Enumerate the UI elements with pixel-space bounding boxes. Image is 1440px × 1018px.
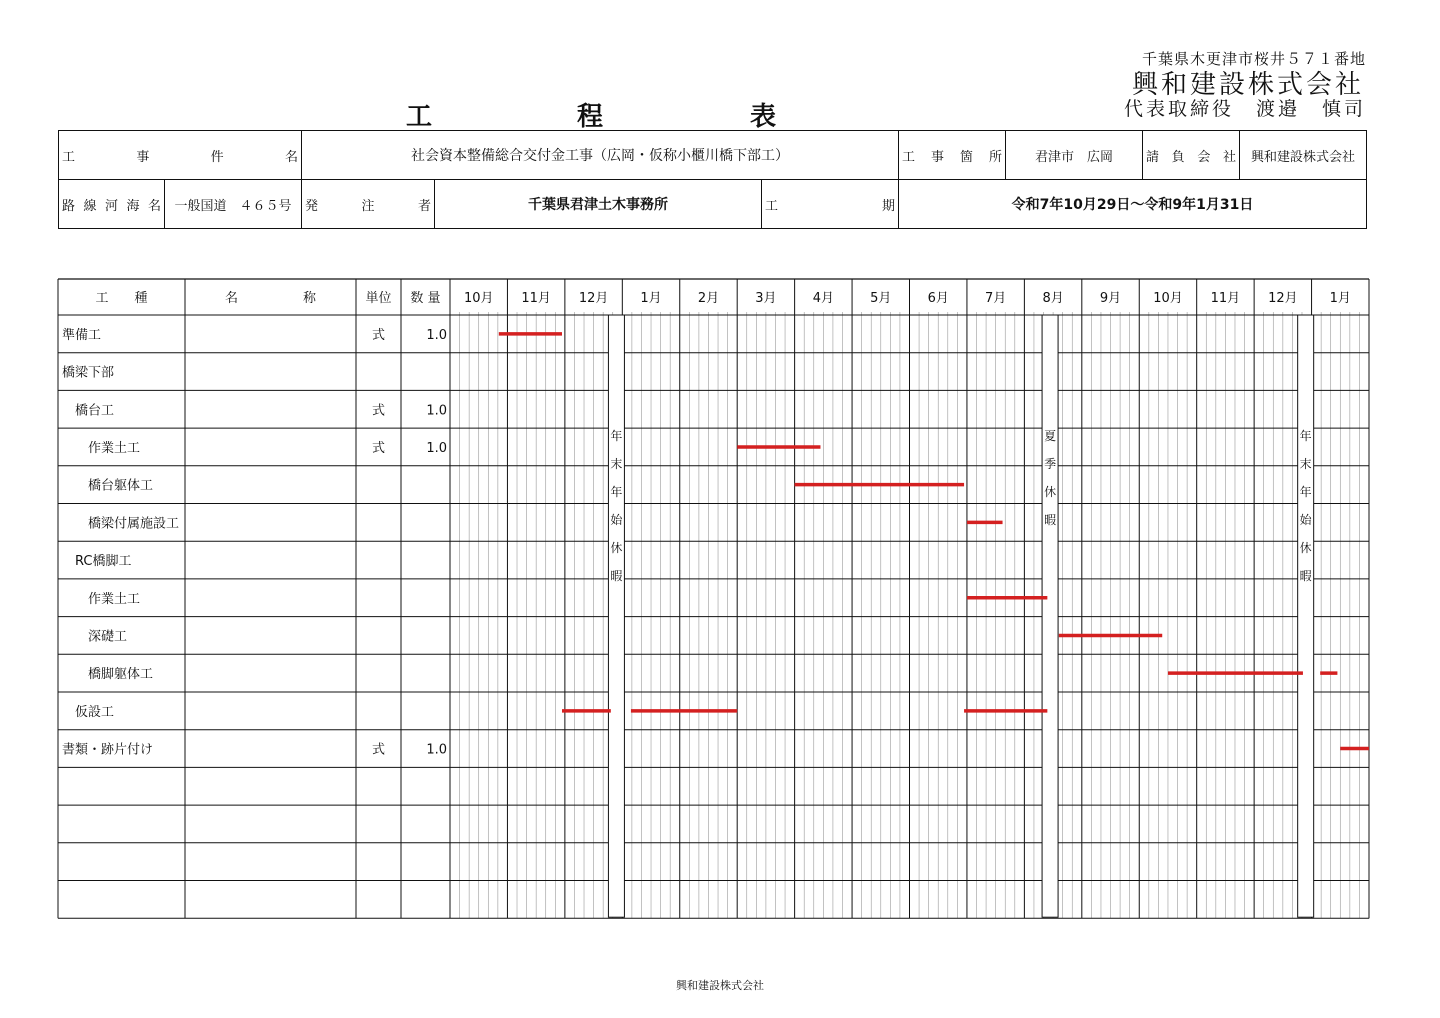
label-site: 工 事 箇 所 [899,131,1006,180]
month-label: 10月 [463,291,494,306]
label-project: 工 事 件 名 [59,131,302,180]
holiday-label: 年 [1299,485,1312,500]
row-type: 橋台躯体工 [88,478,154,494]
row-qty: 1.0 [426,742,447,758]
header-type: 工 種 [95,291,148,306]
month-label: 1月 [1329,291,1351,306]
row-type: 作業土工 [88,591,141,607]
row-type: 橋台工 [75,403,115,419]
site-value: 君津市 広岡 [1006,131,1143,180]
label-contractor: 請 負 会 社 [1143,131,1240,180]
holiday-label: 末 [1299,457,1312,472]
header-unit: 単位 [365,291,392,306]
holiday-label: 年 [1299,429,1312,444]
holiday-label: 年 [610,485,623,500]
holiday-label: 年 [610,429,623,444]
row-type: 準備工 [62,327,102,343]
month-label: 4月 [812,291,834,306]
holiday-label: 休 [610,541,623,556]
holiday-column [1042,315,1058,917]
month-label: 11月 [1210,291,1241,306]
month-label: 10月 [1153,291,1183,306]
client-value: 千葉県君津土木事務所 [435,180,762,229]
month-label: 9月 [1099,291,1122,306]
company-representative: 代表取締役 渡邉 慎司 [1123,98,1366,120]
holiday-label: 暇 [1044,513,1057,528]
row-unit: 式 [371,327,386,343]
row-qty: 1.0 [426,403,447,419]
title-char: 程 [577,102,604,132]
label-period: 工 期 [762,180,899,229]
month-label: 6月 [927,291,949,306]
header-qty: 数 量 [410,291,441,306]
month-label: 11月 [521,291,551,306]
row-type: 橋脚躯体工 [88,667,154,683]
holiday-label: 暇 [610,569,623,584]
month-label: 8月 [1042,291,1064,306]
month-label: 7月 [985,291,1007,306]
label-route: 路 線 河 海 名 [59,180,165,229]
holiday-label: 休 [1044,485,1057,500]
holiday-column [1298,315,1314,917]
footer-company: 興和建設株式会社 [676,979,764,992]
row-qty: 1.0 [426,440,447,456]
row-type: 仮設工 [75,704,115,720]
row-unit: 式 [371,403,386,419]
month-label: 12月 [578,291,609,306]
company-name: 興和建設株式会社 [1131,70,1364,100]
holiday-label: 季 [1044,457,1057,472]
row-type: 橋梁下部 [62,365,115,381]
month-label: 2月 [697,291,720,306]
title-char: 表 [750,102,777,132]
row-unit: 式 [371,742,386,758]
row-qty: 1.0 [426,327,447,343]
month-label: 3月 [755,291,777,306]
holiday-label: 始 [610,513,623,528]
holiday-label: 休 [1299,541,1312,556]
row-type: 作業土工 [88,440,141,456]
header-name: 名 称 [224,291,317,306]
holiday-label: 夏 [1044,429,1057,444]
holiday-label: 始 [1299,513,1312,528]
month-label: 12月 [1268,291,1298,306]
label-client: 発 注 者 [302,180,435,229]
company-address: 千葉県木更津市桜井５７１番地 [1141,50,1366,68]
holiday-column [608,315,624,917]
row-type: 書類・跡片付け [62,742,154,758]
project-name: 社会資本整備総合交付金工事（広岡・仮称小櫃川橋下部工） [302,131,899,180]
period-value: 令和7年10月29日～令和9年1月31日 [899,180,1367,229]
row-type: RC橋脚工 [75,554,132,570]
row-unit: 式 [371,440,386,456]
route-value: 一般国道 ４６５号 [165,180,302,229]
holiday-label: 末 [610,457,623,472]
contractor-value: 興和建設株式会社 [1240,131,1367,180]
row-type: 橋梁付属施設工 [88,516,180,532]
month-label: 5月 [870,291,892,306]
month-label: 1月 [640,291,662,306]
row-type: 深礎工 [88,629,128,645]
title-char: 工 [406,102,433,132]
holiday-label: 暇 [1299,569,1312,584]
